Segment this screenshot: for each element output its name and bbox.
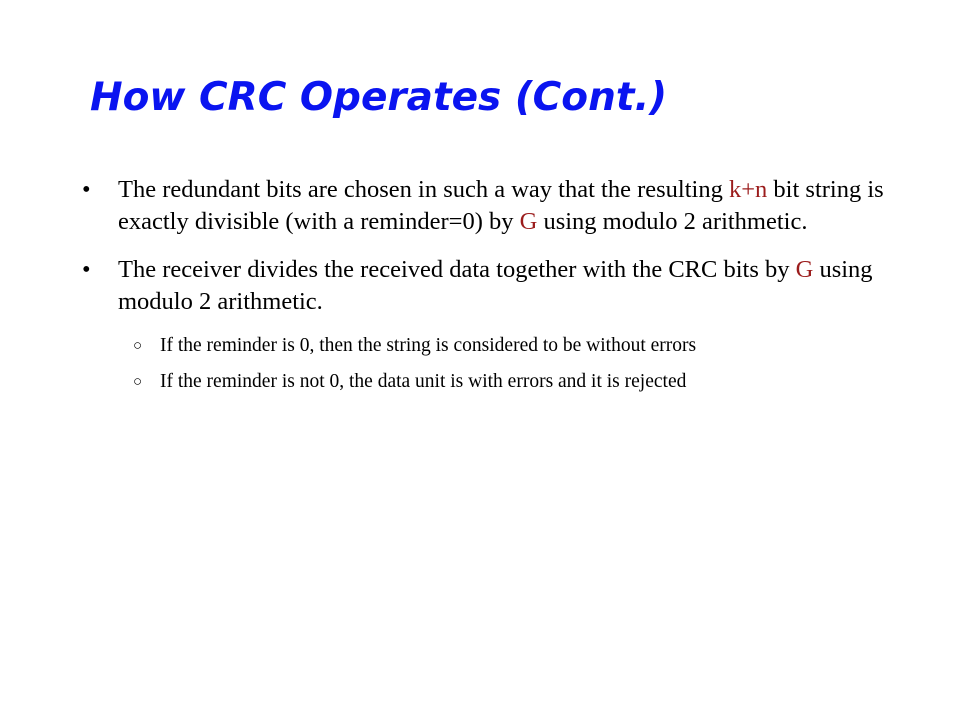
sub-bullet-list <box>80 334 910 394</box>
sub-bullet-text: If the reminder is not 0, the data unit is with errors and it is rejected <box>160 371 687 392</box>
sub-bullet-marker: ○ <box>133 338 143 354</box>
bullet-text: The redundant bits are chosen in such a way that the resulting <box>118 176 729 203</box>
bullet-item <box>80 174 910 238</box>
sub-bullet-marker: ○ <box>133 374 143 390</box>
sub-bullet-text: If the reminder is 0, then the string is considered to be without errors <box>160 335 697 356</box>
bullet-marker: • <box>82 176 91 203</box>
bullet-item <box>80 254 910 318</box>
bullet-text: using modulo 2 arithmetic. <box>537 208 808 235</box>
highlight-term: G <box>519 208 538 235</box>
bullet-text: bit string is exactly divisible (with a reminder=0) by <box>118 176 884 235</box>
slide-title: How CRC Operates (Cont.) <box>90 75 668 120</box>
bullet-marker: • <box>82 256 91 283</box>
sub-bullet-item <box>80 370 910 394</box>
highlight-term: k+n <box>728 176 768 203</box>
slide-body <box>80 174 910 406</box>
highlight-term: G <box>795 256 814 283</box>
bullet-text: The receiver divides the received data together with the CRC bits by <box>118 256 796 283</box>
sub-bullet-item <box>80 334 910 358</box>
bullet-text: using modulo 2 arithmetic. <box>118 256 873 315</box>
